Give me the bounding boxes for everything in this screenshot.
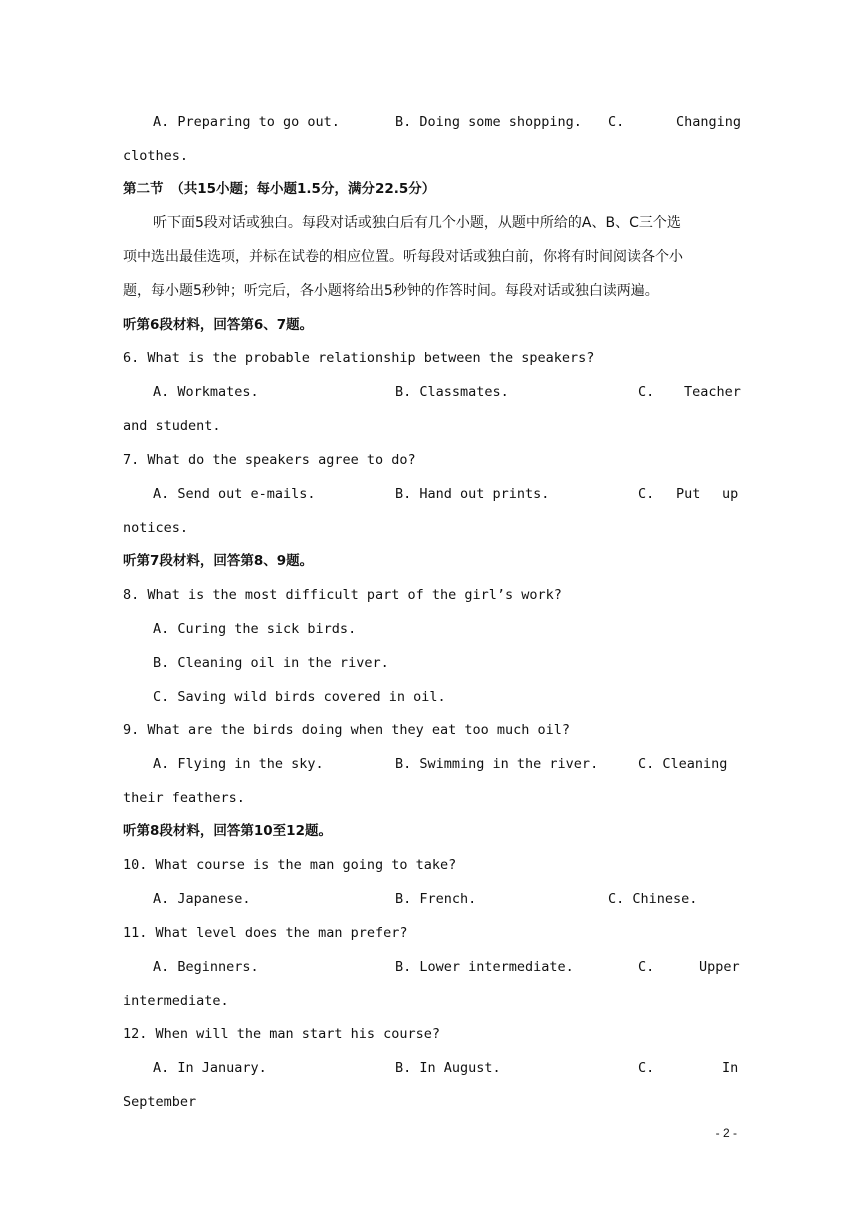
q9-option-b: B. Swimming in the river.: [395, 756, 599, 772]
q11-option-a: A. Beginners.: [153, 959, 259, 975]
q11-stem: 11. What level does the man prefer?: [123, 925, 408, 941]
q7-option-b: B. Hand out prints.: [395, 486, 550, 502]
q7-option-c-text-1: Put: [676, 486, 701, 502]
q10-stem: 10. What course is the man going to take?: [123, 857, 457, 873]
q11-option-c-wrap: intermediate.: [123, 993, 229, 1009]
q7-option-a: A. Send out e-mails.: [153, 486, 316, 502]
q12-option-c-label: C.: [638, 1060, 655, 1076]
q5-option-c-wrap: clothes.: [123, 148, 189, 164]
q10-option-c: C. Chinese.: [608, 891, 698, 907]
q9-option-a: A. Flying in the sky.: [153, 756, 324, 772]
q12-stem: 12. When will the man start his course?: [123, 1026, 440, 1042]
q8-option-a: A. Curing the sick birds.: [153, 621, 357, 637]
q9-option-c-wrap: their feathers.: [123, 790, 245, 806]
q11-option-c-label: C.: [638, 959, 655, 975]
q9-option-c: C. Cleaning: [638, 756, 728, 772]
q11-option-c-text: Upper: [699, 959, 740, 975]
q11-option-b: B. Lower intermediate.: [395, 959, 574, 975]
q6-option-c-text: Teacher: [684, 384, 741, 400]
q8-stem: 8. What is the most difficult part of the girl’s work?: [123, 587, 562, 603]
q10-option-a: A. Japanese.: [153, 891, 251, 907]
q12-option-c-text: In: [722, 1060, 739, 1076]
material-7-heading: 听第7段材料，回答第8、9题。: [123, 553, 314, 569]
instructions-line-2: 项中选出最佳选项，并标在试卷的相应位置。听每段对话或独白前，你将有时间阅读各个小: [123, 249, 683, 265]
q7-stem: 7. What do the speakers agree to do?: [123, 452, 416, 468]
q6-option-a: A. Workmates.: [153, 384, 259, 400]
q6-option-b: B. Classmates.: [395, 384, 509, 400]
q8-option-b: B. Cleaning oil in the river.: [153, 655, 389, 671]
q12-option-a: A. In January.: [153, 1060, 267, 1076]
q7-option-c-label: C.: [638, 486, 655, 502]
q5-option-a: A. Preparing to go out.: [153, 114, 340, 130]
instructions-line-1: 听下面5段对话或独白。每段对话或独白后有几个小题，从题中所给的A、B、C三个选: [153, 215, 681, 231]
q7-option-c-text-2: up: [722, 486, 739, 502]
q6-option-c-label: C.: [638, 384, 655, 400]
q5-option-b: B. Doing some shopping.: [395, 114, 582, 130]
q9-stem: 9. What are the birds doing when they eat too much oil?: [123, 722, 571, 738]
material-8-heading: 听第8段材料，回答第10至12题。: [123, 823, 332, 839]
q5-option-c-label: C.: [608, 114, 625, 130]
q6-stem: 6. What is the probable relationship between the speakers?: [123, 350, 595, 366]
page-number: - 2 -: [715, 1126, 737, 1140]
q10-option-b: B. French.: [395, 891, 477, 907]
q6-option-c-wrap: and student.: [123, 418, 221, 434]
material-6-heading: 听第6段材料，回答第6、7题。: [123, 317, 314, 333]
q12-option-b: B. In August.: [395, 1060, 501, 1076]
q12-option-c-wrap: September: [123, 1094, 197, 1110]
section-title: 第二节 （共15小题；每小题1.5分，满分22.5分）: [123, 181, 436, 197]
instructions-line-3: 题，每小题5秒钟；听完后，各小题将给出5秒钟的作答时间。每段对话或独白读两遍。: [123, 283, 659, 299]
q5-option-c-text: Changing: [676, 114, 742, 130]
q7-option-c-wrap: notices.: [123, 520, 189, 536]
q8-option-c: C. Saving wild birds covered in oil.: [153, 689, 446, 705]
